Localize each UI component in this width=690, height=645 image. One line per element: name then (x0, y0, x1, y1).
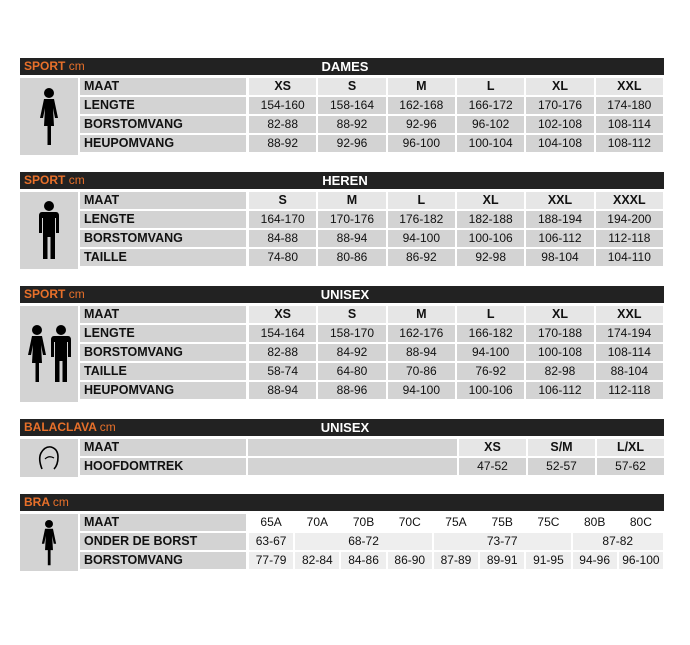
size-cell: 58-74 (249, 363, 316, 380)
size-cell: 88-94 (249, 382, 316, 399)
size-cell: 88-92 (318, 116, 385, 133)
section-title: HEREN (322, 173, 368, 188)
size-cell: 84-86 (341, 552, 385, 569)
row-label: MAAT (80, 78, 246, 95)
woman-bra-icon (20, 514, 78, 571)
size-cell: 65A (249, 514, 293, 531)
size-cell: 80C (619, 514, 663, 531)
size-cell: 104-110 (596, 249, 663, 266)
row-label: MAAT (80, 439, 246, 456)
size-cell: 162-168 (388, 97, 455, 114)
size-cell: 182-188 (457, 211, 524, 228)
size-cell: 154-160 (249, 97, 316, 114)
size-cell: 162-176 (388, 325, 455, 342)
size-cell: 57-62 (597, 458, 664, 475)
size-cell: 75C (526, 514, 570, 531)
size-cell: 88-92 (249, 135, 316, 152)
section-header (20, 286, 664, 303)
size-cell: 174-180 (596, 97, 663, 114)
size-cell: 91-95 (526, 552, 570, 569)
size-cell: 96-100 (619, 552, 663, 569)
size-cell: 94-96 (573, 552, 617, 569)
section-sport-heren (20, 172, 664, 269)
size-cell: 106-112 (526, 382, 593, 399)
size-cell: 108-114 (596, 116, 663, 133)
size-cell: S/M (528, 439, 595, 456)
size-cell: 76-92 (457, 363, 524, 380)
size-cell: 52-57 (528, 458, 595, 475)
size-cell: 77-79 (249, 552, 293, 569)
head-icon (20, 439, 78, 477)
row-label: HOOFDOMTREK (80, 458, 246, 475)
size-cell: 70B (341, 514, 385, 531)
size-cell: M (318, 192, 385, 209)
category-label: SPORT cm (24, 59, 85, 73)
size-cell: 92-98 (457, 249, 524, 266)
row-label: BORSTOMVANG (80, 552, 246, 569)
size-cell: XXXL (596, 192, 663, 209)
size-cell: 188-194 (526, 211, 593, 228)
size-cell: 104-108 (526, 135, 593, 152)
row-label: MAAT (80, 192, 246, 209)
size-cell: 194-200 (596, 211, 663, 228)
size-cell: S (249, 192, 316, 209)
size-cell: 108-112 (596, 135, 663, 152)
size-cell: 70-86 (388, 363, 455, 380)
size-cell: 100-106 (457, 382, 524, 399)
size-cell: 70A (295, 514, 339, 531)
size-cell: L (457, 78, 524, 95)
size-cell: 96-102 (457, 116, 524, 133)
size-cell: XXL (596, 306, 663, 323)
size-cell: 82-88 (249, 344, 316, 361)
size-cell: 112-118 (596, 382, 663, 399)
size-cell: 74-80 (249, 249, 316, 266)
size-cell: M (388, 306, 455, 323)
section-balaclava (20, 419, 664, 477)
row-label: LENGTE (80, 97, 246, 114)
size-cell: S (318, 306, 385, 323)
category-label: BALACLAVA cm (24, 420, 116, 434)
size-cell: M (388, 78, 455, 95)
size-cell: 166-182 (457, 325, 524, 342)
category-label: SPORT cm (24, 287, 85, 301)
row-label: LENGTE (80, 325, 246, 342)
row-label: MAAT (80, 306, 246, 323)
size-cell: 112-118 (596, 230, 663, 247)
size-cell: 63-67 (249, 533, 293, 550)
size-cell: L/XL (597, 439, 664, 456)
size-cell: 92-96 (318, 135, 385, 152)
size-cell: 84-88 (249, 230, 316, 247)
size-cell: 80-86 (318, 249, 385, 266)
size-cell: 92-96 (388, 116, 455, 133)
section-header (20, 419, 664, 436)
size-cell: XS (249, 306, 316, 323)
size-cell: 166-172 (457, 97, 524, 114)
size-cell: 100-106 (457, 230, 524, 247)
woman-and-man-icon (20, 306, 78, 402)
row-label: HEUPOMVANG (80, 382, 246, 399)
size-cell: XL (526, 306, 593, 323)
size-cell: 106-112 (526, 230, 593, 247)
filler (248, 458, 457, 475)
size-cell: 174-194 (596, 325, 663, 342)
size-cell: 88-96 (318, 382, 385, 399)
man-icon (20, 192, 78, 269)
row-label: ONDER DE BORST (80, 533, 246, 550)
row-label: TAILLE (80, 249, 246, 266)
size-cell: 75A (434, 514, 478, 531)
size-cell: 94-100 (457, 344, 524, 361)
size-cell: 47-52 (459, 458, 526, 475)
size-cell: 82-98 (526, 363, 593, 380)
size-cell: S (318, 78, 385, 95)
size-cell: 64-80 (318, 363, 385, 380)
size-cell: 98-104 (526, 249, 593, 266)
section-title: UNISEX (320, 420, 370, 435)
row-label: BORSTOMVANG (80, 116, 246, 133)
size-cell: 70C (388, 514, 432, 531)
size-cell: 100-108 (526, 344, 593, 361)
size-cell: 100-104 (457, 135, 524, 152)
size-cell: 86-92 (388, 249, 455, 266)
size-cell: XL (457, 192, 524, 209)
size-cell: 88-104 (596, 363, 663, 380)
size-cell: 84-92 (318, 344, 385, 361)
size-cell: 86-90 (388, 552, 432, 569)
size-cell: 102-108 (526, 116, 593, 133)
row-label: MAAT (80, 514, 246, 531)
size-cell: 88-94 (388, 344, 455, 361)
size-cell: XS (459, 439, 526, 456)
section-header (20, 58, 664, 75)
row-label: TAILLE (80, 363, 246, 380)
size-cell: 154-164 (249, 325, 316, 342)
size-cell: 170-176 (526, 97, 593, 114)
size-cell: 176-182 (388, 211, 455, 228)
size-cell: 96-100 (388, 135, 455, 152)
size-cell: 170-176 (318, 211, 385, 228)
size-cell: 158-170 (318, 325, 385, 342)
size-cell: 75B (480, 514, 524, 531)
size-cell: 82-88 (249, 116, 316, 133)
size-cell: 73-77 (434, 533, 571, 550)
size-cell: 94-100 (388, 230, 455, 247)
size-cell: L (388, 192, 455, 209)
row-label: LENGTE (80, 211, 246, 228)
size-cell: XL (526, 78, 593, 95)
size-cell: 87-82 (573, 533, 663, 550)
size-cell: 88-94 (318, 230, 385, 247)
category-label: SPORT cm (24, 173, 85, 187)
woman-icon (20, 78, 78, 155)
size-cell: 87-89 (434, 552, 478, 569)
size-cell: 68-72 (295, 533, 432, 550)
section-header (20, 172, 664, 189)
size-cell: XXL (526, 192, 593, 209)
row-label: BORSTOMVANG (80, 230, 246, 247)
section-sport-dames (20, 58, 664, 155)
size-cell: 108-114 (596, 344, 663, 361)
filler (248, 439, 457, 456)
size-cell: 164-170 (249, 211, 316, 228)
category-label: BRA cm (24, 495, 69, 509)
size-cell: 170-188 (526, 325, 593, 342)
size-cell: 158-164 (318, 97, 385, 114)
section-title: UNISEX (320, 287, 370, 302)
size-cell: 80B (573, 514, 617, 531)
section-sport-unisex (20, 286, 664, 402)
size-cell: 94-100 (388, 382, 455, 399)
size-cell: 89-91 (480, 552, 524, 569)
size-cell: L (457, 306, 524, 323)
row-label: BORSTOMVANG (80, 344, 246, 361)
section-header (20, 494, 664, 511)
section-title: DAMES (321, 59, 369, 74)
size-cell: XXL (596, 78, 663, 95)
section-bra (20, 494, 664, 571)
row-label: HEUPOMVANG (80, 135, 246, 152)
size-cell: XS (249, 78, 316, 95)
size-cell: 82-84 (295, 552, 339, 569)
